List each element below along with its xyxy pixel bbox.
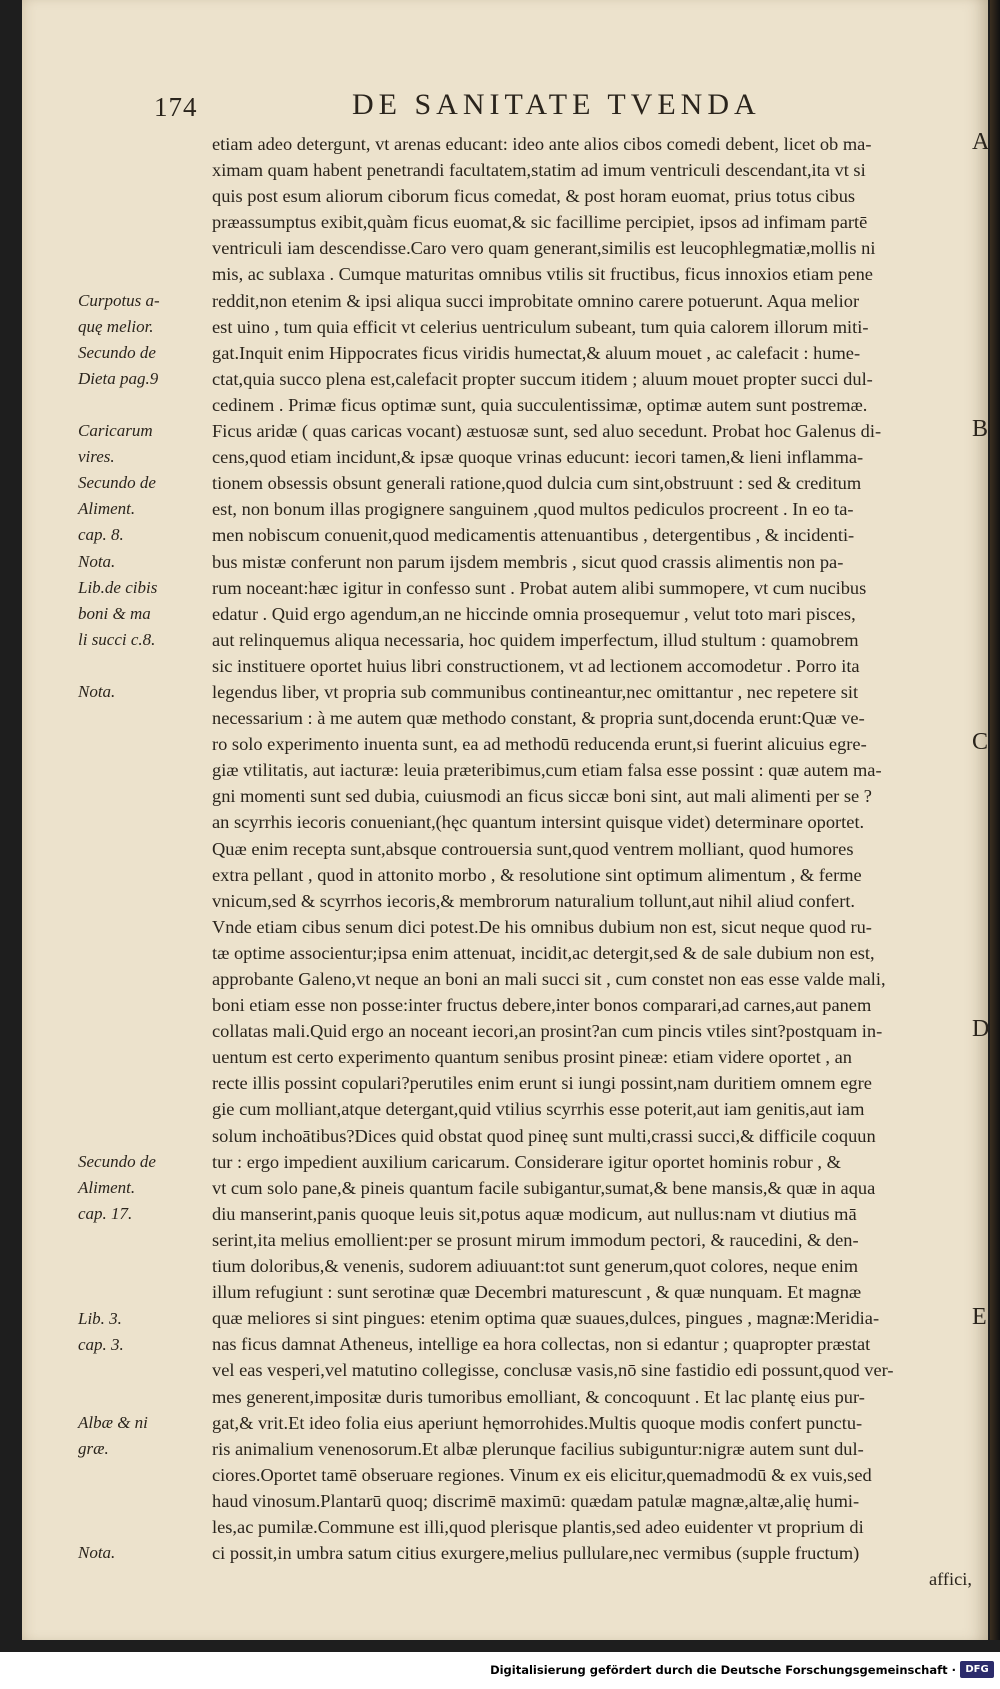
text-line: mis, ac sublaxa . Cumque maturitas omnibus vtilis sit fructibus, ficus innoxios etiam pene	[212, 264, 873, 285]
text-line: extra pellant , quod in attonito morbo , & resolutione sint optimum alimentum , & ferme	[212, 864, 862, 885]
text-line: ctat,quia succo plena est,calefacit propter succum itidem ; aluum mouet propter succi dul-	[212, 368, 873, 389]
text-line: ris animalium venenosorum.Et albæ plerunque facilius subiguntur:nigræ autem sunt dul-	[212, 1438, 864, 1459]
margin-note: Lib.de cibis boni & ma li succi c.8.	[78, 577, 158, 649]
text-line: gie cum molliant,atque detergant,quid vtilius scyrrhis esse poterit,aut iam genitis,aut iam	[212, 1099, 865, 1120]
text-line: necessarium : à me autem quæ methodo constant, & propria sunt,docenda erunt:Quæ ve-	[212, 708, 865, 729]
text-line: vnicum,sed & scyrrhos iecoris,& membrorum naturalium tollunt,aut nihil aliud confert.	[212, 890, 856, 911]
text-line: tionem obsessis obsunt generali ratione,quod dulcia cum sint,obstruunt : sed & creditum	[212, 473, 862, 494]
text-line: rum noceant:hæc igitur in confesso sunt . Probat autem alibi summopere, vt cum nucibus	[212, 577, 867, 598]
margin-note: Nota.	[78, 1543, 116, 1563]
text-line: edatur . Quid ergo agendum,an ne hiccinde omnia prosequemur , velut toto mari pisces,	[212, 603, 856, 624]
dfg-logo: DFG	[960, 1661, 994, 1678]
text-line: etiam adeo detergunt, vt arenas educant: ideo ante alios cibos comedi debent, licet ob ma-	[212, 134, 872, 154]
text-line: est, non bonum illas progignere sanguinem ,quod multos pediculos procreent . In eo ta-	[212, 499, 854, 520]
text-line: collatas mali.Quid ergo an noceant iecori,an prosint?an cum pincis vtiles sint?postquam in-	[212, 1021, 883, 1042]
footer-credit: Digitalisierung gefördert durch die Deutsche Forschungsgemeinschaft ·	[490, 1663, 956, 1677]
section-letter: D	[972, 1016, 990, 1043]
section-letter: C	[972, 729, 989, 756]
text-line: an scyrrhis iecoris conueniant,(hęc quantum intersint quisque videt) determinare oportet.	[212, 812, 865, 833]
text-line: quæ meliores si sint pingues: etenim optima quæ suaues,dulces, pingues , magnæ:Meridia-	[212, 1308, 880, 1329]
text-line: tur : ergo impedient auxilium caricarum. Considerare igitur oportet hominis robur , &	[212, 1151, 841, 1172]
footer-bar	[0, 1652, 1000, 1689]
text-line: ciores.Oportet tamē obseruare regiones. Vinum ex eis elicitur,quemadmodū & ex vuis,sed	[212, 1464, 872, 1485]
text-line: nas ficus damnat Atheneus, intellige ea hora collectas, non si edantur ; quapropter præstat	[212, 1334, 871, 1355]
running-head: DE SANITATE TVENDA	[352, 88, 761, 121]
section-letter: B	[972, 416, 989, 443]
text-line: Ficus aridæ ( quas caricas vocant) æstuosæ sunt, sed aluo secedunt. Probat hoc Galenus di-	[212, 421, 882, 442]
text-line: giæ vtilitatis, aut iacturæ: leuia præteribimus,cum etiam falsa esse possint : quæ autem ma-	[212, 760, 882, 781]
text-line: reddit,non etenim & ipsi aliqua succi improbitate omnino carere potuerunt. Aqua melior	[212, 290, 860, 311]
text-line: les,ac pumilæ.Commune est illi,quod plerisque plantis,sed adeo euidenter vt proprium di	[212, 1516, 864, 1537]
text-line: gat.Inquit enim Hippocrates ficus viridis humectat,& aluum mouet , ac calefacit : hume-	[212, 342, 861, 363]
text-line: serint,ita melius emollient:per se prosunt mirum immodum pectori, & raucedini, & den-	[212, 1229, 859, 1250]
text-line: tæ optime associentur;ipsa enim attenuat, incidit,ac detergit,sed & de sale dubium non est,	[212, 942, 875, 963]
text-line: quis post esum aliorum ciborum ficus comedat, & post horam euomat, prius totus cibus	[212, 186, 856, 207]
text-line: boni etiam esse non posse:inter fructus debere,inter bonos comparari,ad carnes,aut panem	[212, 995, 872, 1016]
margin-note: Secundo de Dieta pag.9	[78, 342, 159, 388]
margin-note: Lib. 3. cap. 3.	[78, 1308, 124, 1354]
text-line: vt cum solo pane,& pineis quantum facile subigantur,sumat,& bene mansis,& quæ in aqua	[212, 1177, 876, 1198]
text-line: ventriculi iam descendisse.Caro vero quam generant,similis est leucophlegmatiæ,mollis ni	[212, 238, 876, 259]
text-line: tium doloribus,& venenis, sudorem adiuuant:tot sunt generum,quot colores, neque enim	[212, 1256, 859, 1277]
margin-note: Nota.	[78, 682, 116, 702]
text-line: illum refugiunt : sunt serotinæ quæ Decembri maturescunt , & quæ nunquam. Et magnæ	[212, 1282, 862, 1303]
text-line: præassumptus exibit,quàm ficus euomat,& sic facillime percipiet, ipsos ad infimam partē	[212, 212, 868, 233]
catchword: affici,	[928, 1569, 972, 1590]
margin-note: Albæ & ni græ.	[78, 1412, 148, 1458]
text-line: mes generent,impositæ duris tumoribus emolliant, & concoquunt . Et lac plantę eius pur-	[212, 1386, 865, 1407]
text-line: cedinem . Primæ ficus optimæ sunt, quia succulentissimæ, optimæ autem sunt postremæ.	[212, 394, 868, 415]
book-spine	[990, 0, 1000, 1640]
text-line: gat,& vrit.Et ideo folia eius aperiunt hęmorrohides.Multis quoque modis confert punctu-	[212, 1412, 863, 1433]
margin-note: Nota.	[78, 551, 116, 571]
section-letter: A	[972, 129, 990, 155]
text-line: aut relinquemus aliqua necessaria, hoc quidem imperfectum, illud stultum : quamobrem	[212, 629, 859, 650]
text-line: Quæ enim recepta sunt,absque controuersia sunt,quod ventrem molliant, quod humores	[212, 838, 854, 859]
text-line: cens,quod etiam incidunt,& ipsæ quoque vrinas educunt: iecori tamen,& lieni inflamma-	[212, 447, 864, 468]
text-line: uentum est certo experimento quantum senibus prosint pineæ: etiam videre oportet , an	[212, 1047, 852, 1068]
text-line: Vnde etiam cibus senum dici potest.De his omnibus dubium non est, sicut neque quod ru-	[212, 916, 872, 937]
text-line: est uino , tum quia efficit vt celerius uentriculum subeant, tum quia calorem illorum miti-	[212, 316, 869, 337]
text-line: ro solo experimento inuenta sunt, ea ad methodū reducenda erunt,si fuerint alicuius egre-	[212, 734, 867, 755]
text-line: ci possit,in umbra satum citius exurgere,melius pullulare,nec vermibus (supple fructum)	[212, 1543, 860, 1564]
section-letter: E	[972, 1303, 987, 1330]
text-line: vel eas vesperi,vel matutino collegisse, conclusæ vasis,nō sine fastidio edi possunt,quod ver-	[212, 1360, 894, 1381]
text-line: recte illis possint copulari?perutiles enim erunt si iungi possint,nam duritiem omnem egre	[212, 1073, 872, 1094]
body-text	[212, 131, 972, 1592]
text-line: haud vinosum.Plantarū quoq; discrimē maximū: quædam patulæ magnæ,altæ,alię humi-	[212, 1490, 860, 1511]
text-line: approbante Galeno,vt neque an boni an mali succi sit , cum constet non eas esse valde mali,	[212, 969, 886, 989]
text-line: solum inchoātibus?Dices quid obstat quod pineę sunt multi,crassi succi,& difficile coquun	[212, 1125, 876, 1146]
margin-note: Secundo de Aliment. cap. 17.	[78, 1151, 156, 1224]
page-number: 174	[154, 92, 198, 122]
margin-note: Secundo de Aliment. cap. 8.	[78, 473, 156, 545]
text-line: men nobiscum conuenit,quod medicamentis attenuantibus , detergentibus , & incidenti-	[212, 525, 855, 546]
margin-note: Caricarum vires.	[78, 421, 153, 467]
text-line: bus mistæ conferunt non parum ijsdem membris , sicut quod crassis alimentis non pa-	[212, 551, 844, 572]
text-line: sic instituere oportet huius libri constructionem, vt ad lectionem accomodetur . Porro ita	[212, 655, 860, 676]
text-line: diu manserint,panis quoque leuis sit,potus aquæ modicum, aut nullus:nam vt diutius mā	[212, 1203, 857, 1224]
margin-note: Curpotus a- quę melior.	[78, 290, 160, 336]
text-line: ximam quam habent penetrandi facultatem,statim ad imum ventriculi descendant,ita vt si	[212, 160, 866, 181]
book-page	[22, 0, 988, 1640]
text-line: gni momenti sunt sed dubia, cuiusmodi an ficus siccæ boni sint, aut mali alimenti per se ?	[212, 786, 872, 807]
text-line: legendus liber, vt propria sub communibus contineantur,nec omittantur , nec repetere sit	[212, 681, 859, 702]
